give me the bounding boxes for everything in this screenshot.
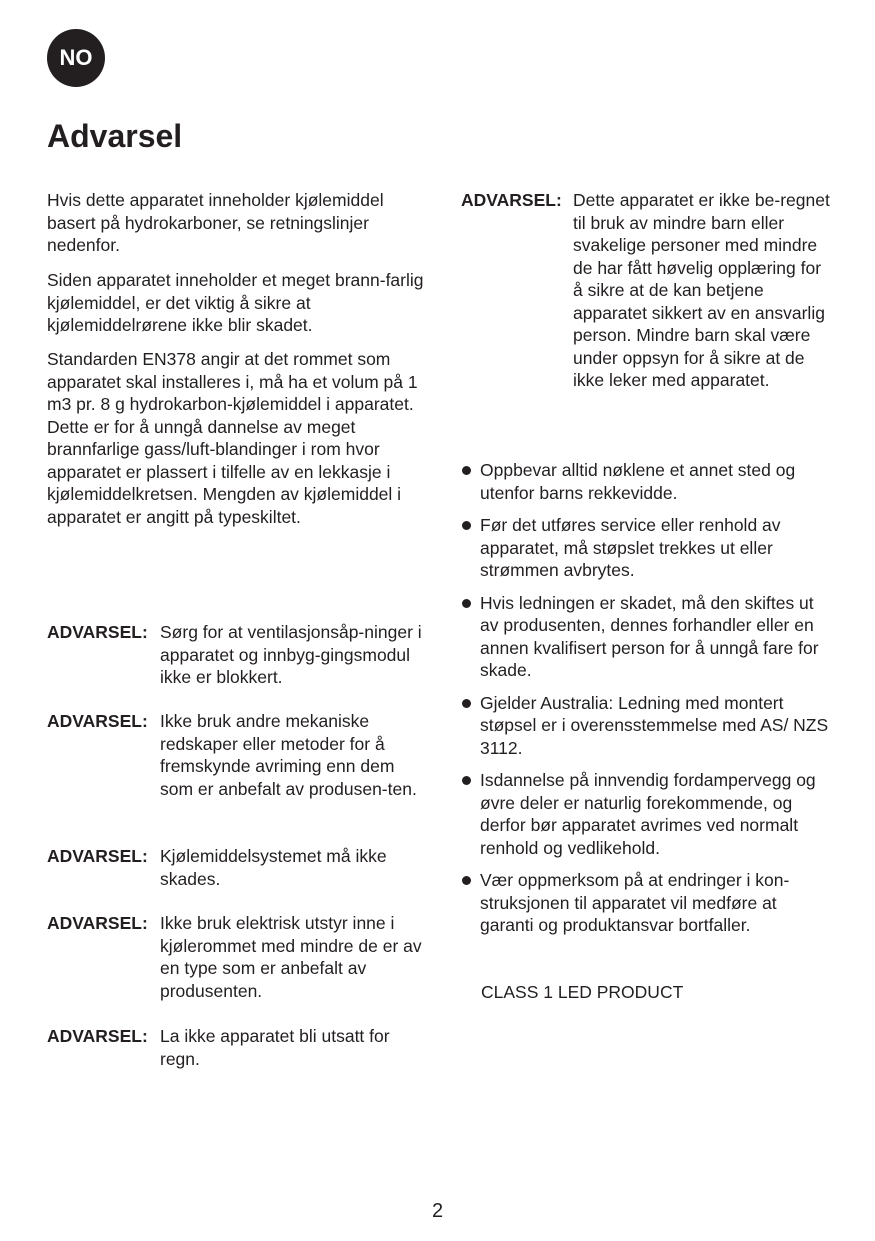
list-item-text: Isdannelse på innvendig fordampervegg og øvre deler er naturlig forekommende, og derfor bør apparatet avrimes ved normalt renhold og vedlikehold. (480, 770, 816, 858)
list-item (461, 514, 831, 582)
list-item-text: Gjelder Australia: Ledning med montert støpsel er i overensstemmelse med AS/ NZS 3112. (480, 692, 829, 758)
bullet-icon (462, 466, 471, 475)
flammable-paragraph: Siden apparatet inneholder et meget brann-farlig kjølemiddel, er det viktig å sikre at kjølemiddelrørene ikke blir skadet. (47, 270, 424, 335)
intro-paragraph: Hvis dette apparatet inneholder kjølemiddel basert på hydrokarboner, se retningslinjer nedenfor. (47, 190, 384, 255)
bullet-icon (462, 776, 471, 785)
language-code: NO (59, 45, 93, 70)
warning-colon: : (555, 190, 562, 210)
warning-label: ADVARSEL (461, 190, 556, 210)
list-item-text: Vær oppmerksom på at endringer i kon-struksjonen til apparatet vil medføre at garanti og produktansvar bortfaller. (480, 870, 790, 935)
led-class-label: CLASS 1 LED PRODUCT (481, 982, 684, 1002)
warning-defrosting (47, 710, 425, 800)
standard-paragraph: Standarden EN378 angir at det rommet som apparatet skal installeres i, må ha et volum på 1 m3 pr. 8 g hydrokarbon-kjølemiddel i apparatet. Dette er for å unngå dannelse av meget brannfarlige gass/luft-blandinger i rom hvor apparatet er plassert i tilfelle av en lekkasje i kjølemiddelkretsen. Mengden av kjølemiddel i apparatet er angitt på typeskiltet. (47, 349, 418, 527)
warning-electrical-appliances (47, 912, 425, 1002)
bullet-icon (462, 876, 471, 885)
warning-text: Kjølemiddelsystemet må ikke skades. (160, 846, 387, 889)
warning-text: Ikke bruk andre mekaniske redskaper eller metoder for å fremskynde avriming enn dem som er anbefalt av produsen-ten. (160, 711, 417, 799)
list-item (461, 592, 831, 682)
bullet-icon (462, 521, 471, 530)
warning-rain (47, 1025, 425, 1070)
warning-ventilation (47, 621, 425, 689)
list-item-text: Hvis ledningen er skadet, må den skiftes ut av produsenten, dennes forhandler eller en annen kvalifisert person for å unngå fare for skade. (480, 592, 819, 680)
warning-refrigerant-circuit (47, 845, 425, 890)
warning-label: ADVARSEL: (47, 846, 148, 866)
warning-label: ADVARSEL: (47, 1026, 148, 1046)
list-item (461, 869, 831, 937)
warning-children (461, 189, 835, 392)
list-item (461, 769, 831, 859)
bullet-icon (462, 599, 471, 608)
warning-text: Ikke bruk elektrisk utstyr inne i kjølerommet med mindre de er av en type som er anbefalt av produsenten. (160, 913, 422, 1001)
safety-bullet-list (461, 459, 831, 947)
warning-label: ADVARSEL: (47, 913, 148, 933)
page-title: Advarsel (47, 118, 183, 154)
list-item (461, 459, 831, 504)
language-badge (47, 29, 105, 87)
list-item (461, 692, 831, 760)
warning-text: La ikke apparatet bli utsatt for regn. (160, 1026, 390, 1069)
bullet-icon (462, 699, 471, 708)
warning-text: Dette apparatet er ikke be-regnet til bruk av mindre barn eller svakelige personer med mindre de har fått høvelig opplæring for å sikre at de kan betjene apparatet sikkert av en ansvarlig person. Mindre barn skal være under oppsyn for å sikre at de ikke leker med apparatet. (573, 190, 830, 390)
warning-label: ADVARSEL: (47, 622, 148, 642)
list-item-text: Oppbevar alltid nøklene et annet sted og utenfor barns rekkevidde. (480, 460, 796, 503)
warning-text: Sørg for at ventilasjonsåp-ninger i apparatet og innbyg-gingsmodul ikke er blokkert. (160, 622, 422, 687)
warning-label: ADVARSEL: (47, 711, 148, 731)
page-number: 2 (431, 1200, 444, 1222)
list-item-text: Før det utføres service eller renhold av apparatet, må støpslet trekkes ut eller strømmen avbrytes. (480, 515, 781, 580)
